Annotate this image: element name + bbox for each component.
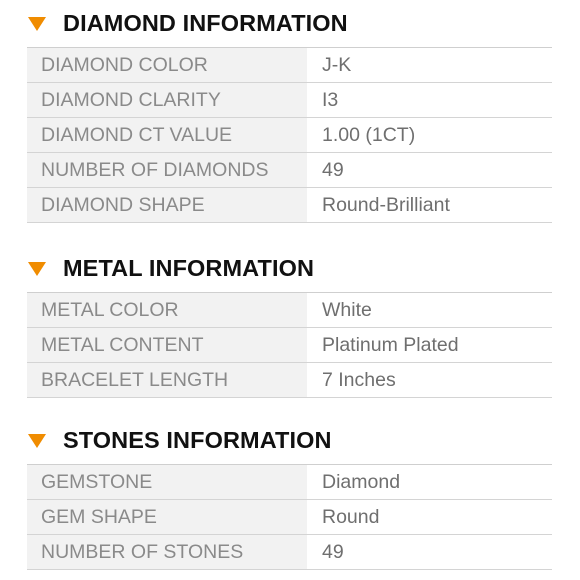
spec-label: BRACELET LENGTH (27, 363, 307, 397)
spec-table-metal (27, 292, 552, 398)
spec-table-diamond (27, 47, 552, 223)
table-row (27, 363, 552, 398)
spec-label: METAL COLOR (27, 293, 307, 327)
section-header-metal[interactable] (28, 253, 314, 283)
spec-label: DIAMOND CT VALUE (27, 118, 307, 152)
spec-value: White (307, 293, 552, 327)
spec-value: J-K (307, 48, 552, 82)
table-row (27, 83, 552, 118)
spec-table-stones (27, 464, 552, 570)
spec-label: NUMBER OF DIAMONDS (27, 153, 307, 187)
table-row (27, 153, 552, 188)
triangle-down-icon[interactable] (28, 434, 46, 448)
spec-value: Platinum Plated (307, 328, 552, 362)
table-row (27, 535, 552, 570)
triangle-down-icon[interactable] (28, 262, 46, 276)
spec-label: GEM SHAPE (27, 500, 307, 534)
table-row (27, 118, 552, 153)
spec-value: Round-Brilliant (307, 188, 552, 222)
section-header-stones[interactable] (28, 425, 332, 455)
spec-value: 1.00 (1CT) (307, 118, 552, 152)
triangle-down-icon[interactable] (28, 17, 46, 31)
table-row (27, 328, 552, 363)
section-title-diamond: DIAMOND INFORMATION (63, 9, 348, 36)
spec-label: DIAMOND COLOR (27, 48, 307, 82)
spec-value: 7 Inches (307, 363, 552, 397)
table-row (27, 48, 552, 83)
spec-value: 49 (307, 535, 552, 569)
spec-label: DIAMOND CLARITY (27, 83, 307, 117)
spec-label: NUMBER OF STONES (27, 535, 307, 569)
spec-value: I3 (307, 83, 552, 117)
spec-label: DIAMOND SHAPE (27, 188, 307, 222)
spec-label: GEMSTONE (27, 465, 307, 499)
section-title-stones: STONES INFORMATION (63, 426, 332, 453)
spec-value: Diamond (307, 465, 552, 499)
section-header-diamond[interactable] (28, 8, 348, 38)
section-title-metal: METAL INFORMATION (63, 254, 315, 281)
table-row (27, 500, 552, 535)
table-row (27, 465, 552, 500)
table-row (27, 293, 552, 328)
spec-value: Round (307, 500, 552, 534)
spec-value: 49 (307, 153, 552, 187)
spec-label: METAL CONTENT (27, 328, 307, 362)
table-row (27, 188, 552, 223)
